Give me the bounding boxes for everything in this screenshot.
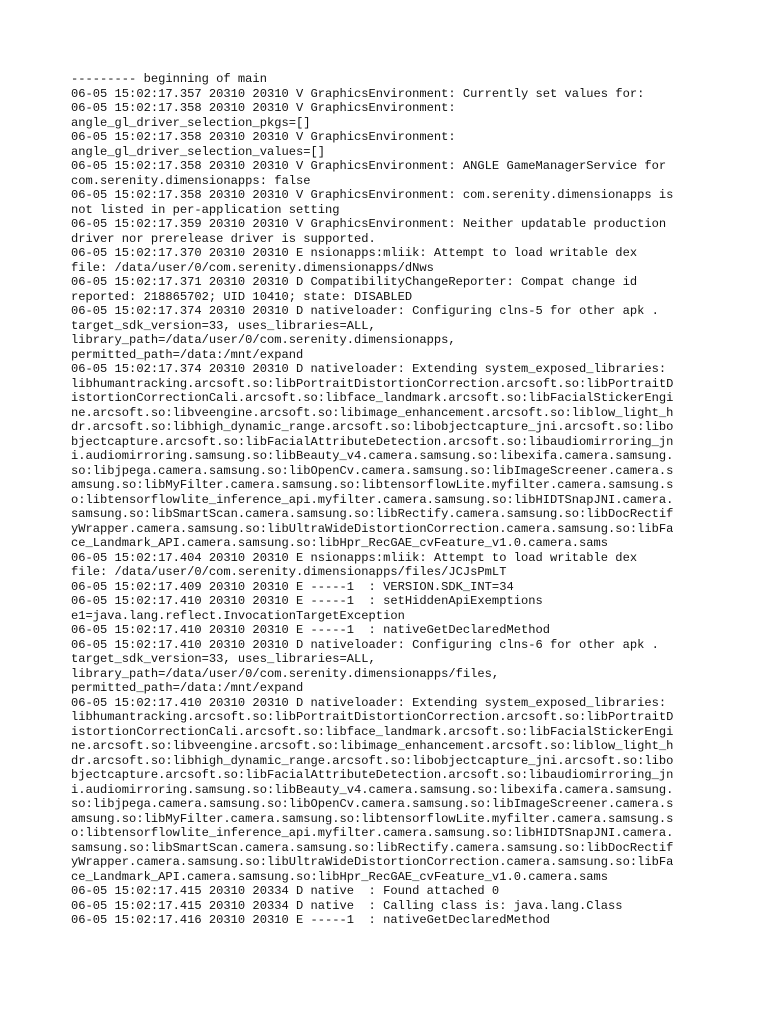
log-line: 06-05 15:02:17.357 20310 20310 V GraphicsEnvironment: Currently set values for: — [71, 86, 645, 101]
log-line: amsung.so:libMyFilter.camera.samsung.so:libtensorflowLite.myfilter.camera.samsung.s — [71, 811, 674, 826]
log-line: o:libtensorflowlite_inference_api.myfilter.camera.samsung.so:libHIDTSnapJNI.camera. — [71, 826, 674, 840]
log-line: 06-05 15:02:17.415 20310 20334 D native : Found attached 0 — [71, 884, 500, 898]
log-line: samsung.so:libSmartScan.camera.samsung.so:libRectify.camera.samsung.so:libDocRectif — [71, 507, 674, 521]
log-line: i.audiomirroring.samsung.so:libBeauty_v4.camera.samsung.so:libexifa.camera.samsung. — [71, 782, 674, 797]
log-line: library_path=/data/user/0/com.serenity.dimensionapps/files, — [71, 666, 500, 681]
log-line: 06-05 15:02:17.371 20310 20310 D CompatibilityChangeReporter: Compat change id — [71, 275, 638, 289]
log-line: 06-05 15:02:17.410 20310 20310 E -----1 : nativeGetDeclaredMethod — [71, 623, 550, 637]
log-line: angle_gl_driver_selection_pkgs=[] — [71, 115, 311, 130]
log-line: angle_gl_driver_selection_values=[] — [71, 144, 326, 159]
log-line: 06-05 15:02:17.358 20310 20310 V GraphicsEnvironment: com.serenity.dimensionapps is — [71, 188, 674, 202]
log-line: yWrapper.camera.samsung.so:libUltraWideDistortionCorrection.camera.samsung.so:libFa — [71, 855, 674, 869]
log-line: i.audiomirroring.samsung.so:libBeauty_v4.camera.samsung.so:libexifa.camera.samsung. — [71, 449, 674, 463]
log-line: so:libjpega.camera.samsung.so:libOpenCv.camera.samsung.so:libImageScreener.camera.s — [71, 797, 674, 811]
log-line: 06-05 15:02:17.358 20310 20310 V GraphicsEnvironment: — [71, 101, 456, 115]
log-line: so:libjpega.camera.samsung.so:libOpenCv.camera.samsung.so:libImageScreener.camera.s — [71, 463, 674, 478]
log-line: target_sdk_version=33, uses_libraries=ALL, — [71, 318, 376, 333]
log-line: driver nor prerelease driver is supported. — [71, 231, 376, 246]
log-line: ne.arcsoft.so:libveengine.arcsoft.so:libimage_enhancement.arcsoft.so:liblow_light_h — [71, 739, 674, 753]
log-line: 06-05 15:02:17.374 20310 20310 D nativeloader: Extending system_exposed_libraries: — [71, 362, 667, 376]
log-line: 06-05 15:02:17.359 20310 20310 V GraphicsEnvironment: Neither updatable production — [71, 217, 667, 231]
log-line: yWrapper.camera.samsung.so:libUltraWideDistortionCorrection.camera.samsung.so:libFa — [71, 521, 674, 536]
log-line: library_path=/data/user/0/com.serenity.dimensionapps, — [71, 333, 456, 347]
log-line: istortionCorrectionCali.arcsoft.so:libface_landmark.arcsoft.so:libFacialStickerEngi — [71, 724, 674, 739]
log-line: samsung.so:libSmartScan.camera.samsung.so:libRectify.camera.samsung.so:libDocRectif — [71, 840, 674, 855]
log-line: 06-05 15:02:17.410 20310 20310 D nativeloader: Extending system_exposed_libraries: — [71, 695, 667, 710]
log-line: 06-05 15:02:17.409 20310 20310 E -----1 : VERSION.SDK_INT=34 — [71, 579, 514, 594]
log-line: libhumantracking.arcsoft.so:libPortraitDistortionCorrection.arcsoft.so:libPortraitD — [71, 710, 674, 724]
logcat-text — [71, 72, 711, 928]
log-line: permitted_path=/data:/mnt/expand — [71, 347, 304, 362]
log-line: 06-05 15:02:17.358 20310 20310 V GraphicsEnvironment: ANGLE GameManagerService for — [71, 159, 667, 173]
log-line: file: /data/user/0/com.serenity.dimensionapps/files/JCJsPmLT — [71, 565, 507, 579]
log-line: o:libtensorflowlite_inference_api.myfilter.camera.samsung.so:libHIDTSnapJNI.camera. — [71, 492, 674, 507]
log-line: bjectcapture.arcsoft.so:libFacialAttributeDetection.arcsoft.so:libaudiomirroring_jn — [71, 434, 674, 449]
log-line: 06-05 15:02:17.416 20310 20310 E -----1 : nativeGetDeclaredMethod — [71, 913, 550, 927]
log-line: bjectcapture.arcsoft.so:libFacialAttributeDetection.arcsoft.so:libaudiomirroring_jn — [71, 768, 674, 782]
log-line: ne.arcsoft.so:libveengine.arcsoft.so:libimage_enhancement.arcsoft.so:liblow_light_h — [71, 405, 674, 420]
log-line: 06-05 15:02:17.370 20310 20310 E nsionapps:mliik: Attempt to load writable dex — [71, 246, 638, 260]
log-line: not listed in per-application setting — [71, 202, 340, 217]
log-line: ce_Landmark_API.camera.samsung.so:libHpr_RecGAE_cvFeature_v1.0.camera.sams — [71, 536, 609, 550]
log-line: e1=java.lang.reflect.InvocationTargetException — [71, 608, 405, 623]
log-line: reported: 218865702; UID 10410; state: DISABLED — [71, 289, 413, 304]
log-line: 06-05 15:02:17.415 20310 20334 D native : Calling class is: java.lang.Class — [71, 898, 623, 913]
log-line: dr.arcsoft.so:libhigh_dynamic_range.arcsoft.so:libobjectcapture_jni.arcsoft.so:libo — [71, 753, 674, 768]
log-line: 06-05 15:02:17.404 20310 20310 E nsionapps:mliik: Attempt to load writable dex — [71, 550, 638, 565]
log-line: 06-05 15:02:17.358 20310 20310 V GraphicsEnvironment: — [71, 130, 456, 144]
log-line: target_sdk_version=33, uses_libraries=ALL, — [71, 652, 376, 666]
log-line: libhumantracking.arcsoft.so:libPortraitDistortionCorrection.arcsoft.so:libPortraitD — [71, 376, 674, 391]
log-line: 06-05 15:02:17.374 20310 20310 D nativeloader: Configuring clns-5 for other apk . — [71, 304, 659, 318]
log-line: istortionCorrectionCali.arcsoft.so:libface_landmark.arcsoft.so:libFacialStickerEngi — [71, 391, 674, 405]
log-line: 06-05 15:02:17.410 20310 20310 E -----1 : setHiddenApiExemptions — [71, 594, 543, 608]
log-line: com.serenity.dimensionapps: false — [71, 173, 311, 188]
log-line: --------- beginning of main — [71, 72, 267, 86]
log-line: amsung.so:libMyFilter.camera.samsung.so:libtensorflowLite.myfilter.camera.samsung.s — [71, 478, 674, 492]
log-line: file: /data/user/0/com.serenity.dimensionapps/dNws — [71, 260, 434, 275]
log-line: ce_Landmark_API.camera.samsung.so:libHpr_RecGAE_cvFeature_v1.0.camera.sams — [71, 869, 609, 884]
log-line: 06-05 15:02:17.410 20310 20310 D nativeloader: Configuring clns-6 for other apk . — [71, 637, 659, 652]
log-line: dr.arcsoft.so:libhigh_dynamic_range.arcsoft.so:libobjectcapture_jni.arcsoft.so:libo — [71, 420, 674, 434]
log-line: permitted_path=/data:/mnt/expand — [71, 681, 304, 695]
